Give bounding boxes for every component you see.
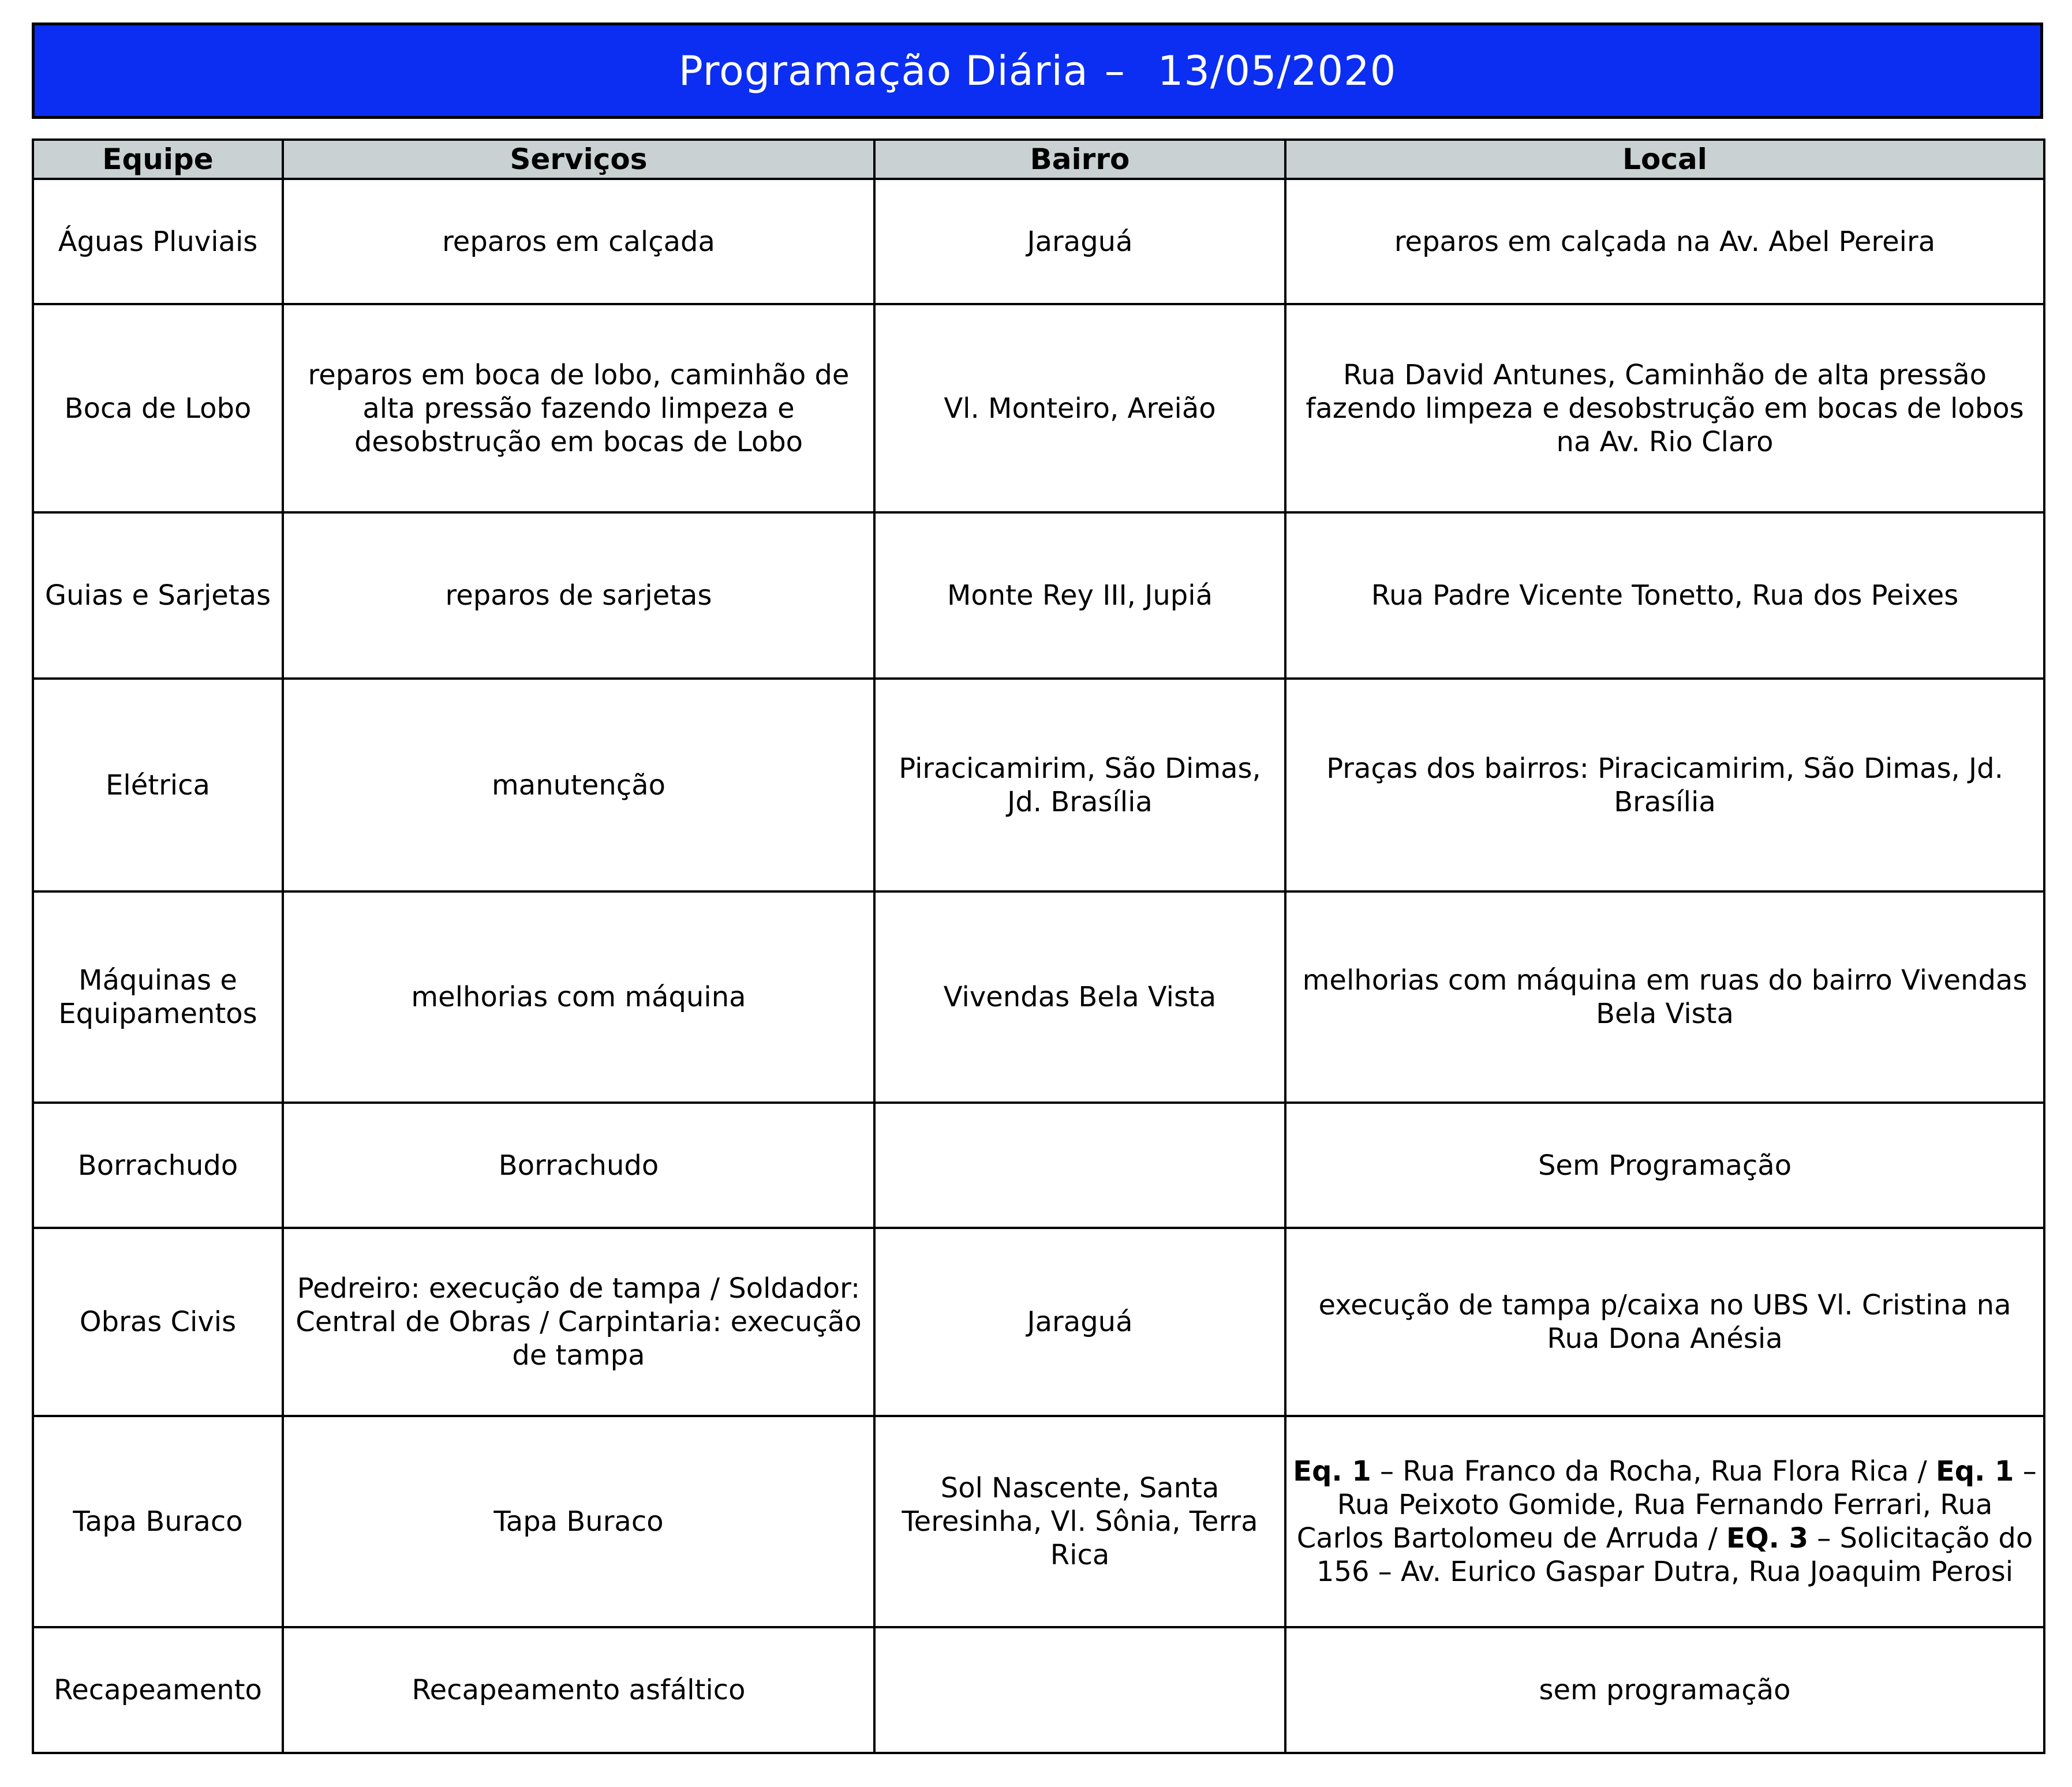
cell-servicos: reparos em calçada bbox=[283, 179, 874, 304]
schedule-date: 13/05/2020 bbox=[1157, 47, 1397, 95]
cell-equipe: Tapa Buraco bbox=[33, 1416, 283, 1627]
cell-servicos: Pedreiro: execução de tampa / Soldador: Central de Obras / Carpintaria: execução de tampa bbox=[283, 1228, 874, 1416]
location-text: – Rua Peixoto Gomide, Rua Fernando Ferrari, Rua Carlos Bartolomeu de Arruda / bbox=[1296, 1455, 2037, 1554]
cell-servicos: reparos de sarjetas bbox=[283, 512, 874, 679]
cell-bairro: Vl. Monteiro, Areião bbox=[874, 304, 1285, 512]
cell-bairro bbox=[874, 1627, 1285, 1753]
cell-local: melhorias com máquina em ruas do bairro Vivendas Bela Vista bbox=[1285, 891, 2044, 1103]
cell-local: sem programação bbox=[1285, 1627, 2044, 1753]
table-row bbox=[33, 1416, 2044, 1627]
cell-bairro: Piracicamirim, São Dimas, Jd. Brasília bbox=[874, 679, 1285, 891]
cell-local: Rua David Antunes, Caminhão de alta pressão fazendo limpeza e desobstrução em bocas de lobos na Av. Rio Claro bbox=[1285, 304, 2044, 512]
table-row bbox=[33, 1103, 2044, 1228]
team-label: Eq. 1 bbox=[1293, 1455, 1371, 1488]
table-row bbox=[33, 1228, 2044, 1416]
cell-servicos: Tapa Buraco bbox=[283, 1416, 874, 1627]
table-row bbox=[33, 1627, 2044, 1753]
cell-bairro: Jaraguá bbox=[874, 1228, 1285, 1416]
location-text: – Rua Franco da Rocha, Rua Flora Rica / bbox=[1380, 1455, 1927, 1488]
cell-servicos: Borrachudo bbox=[283, 1103, 874, 1228]
cell-bairro bbox=[874, 1103, 1285, 1228]
table-row bbox=[33, 512, 2044, 679]
cell-servicos: Recapeamento asfáltico bbox=[283, 1627, 874, 1753]
column-header-local: Local bbox=[1285, 140, 2044, 179]
cell-equipe: Guias e Sarjetas bbox=[33, 512, 283, 679]
column-header-bairro: Bairro bbox=[874, 140, 1285, 179]
cell-local: Rua Padre Vicente Tonetto, Rua dos Peixes bbox=[1285, 512, 2044, 679]
team-label: Eq. 1 bbox=[1935, 1455, 2014, 1488]
cell-bairro: Monte Rey III, Jupiá bbox=[874, 512, 1285, 679]
cell-local: Praças dos bairros: Piracicamirim, São Dimas, Jd. Brasília bbox=[1285, 679, 2044, 891]
cell-servicos: reparos em boca de lobo, caminhão de alta pressão fazendo limpeza e desobstrução em bocas de Lobo bbox=[283, 304, 874, 512]
cell-equipe: Borrachudo bbox=[33, 1103, 283, 1228]
schedule-table bbox=[32, 138, 2045, 1754]
column-header-equipe: Equipe bbox=[33, 140, 283, 179]
table-row bbox=[33, 891, 2044, 1103]
cell-equipe: Obras Civis bbox=[33, 1228, 283, 1416]
cell-equipe: Elétrica bbox=[33, 679, 283, 891]
cell-equipe: Boca de Lobo bbox=[33, 304, 283, 512]
cell-bairro: Sol Nascente, Santa Teresinha, Vl. Sônia, Terra Rica bbox=[874, 1416, 1285, 1627]
page-title: Programação Diária bbox=[678, 47, 1089, 95]
cell-local: execução de tampa p/caixa no UBS Vl. Cristina na Rua Dona Anésia bbox=[1285, 1228, 2044, 1416]
table-header-row bbox=[33, 140, 2044, 179]
table-row bbox=[33, 679, 2044, 891]
cell-servicos: melhorias com máquina bbox=[283, 891, 874, 1103]
cell-equipe: Máquinas e Equipamentos bbox=[33, 891, 283, 1103]
location-text: – Solicitação do 156 – Av. Eurico Gaspar Dutra, Rua Joaquim Perosi bbox=[1316, 1522, 2033, 1588]
cell-local: reparos em calçada na Av. Abel Pereira bbox=[1285, 179, 2044, 304]
page-title-banner bbox=[32, 23, 2043, 119]
cell-local bbox=[1285, 1416, 2044, 1627]
table-row bbox=[33, 304, 2044, 512]
column-header-servicos: Serviços bbox=[283, 140, 874, 179]
cell-equipe: Recapeamento bbox=[33, 1627, 283, 1753]
table-row bbox=[33, 179, 2044, 304]
cell-bairro: Jaraguá bbox=[874, 179, 1285, 304]
cell-bairro: Vivendas Bela Vista bbox=[874, 891, 1285, 1103]
team-label: EQ. 3 bbox=[1726, 1522, 1808, 1554]
cell-equipe: Águas Pluviais bbox=[33, 179, 283, 304]
cell-local: Sem Programação bbox=[1285, 1103, 2044, 1228]
cell-servicos: manutenção bbox=[283, 679, 874, 891]
title-separator: – bbox=[1104, 47, 1125, 95]
